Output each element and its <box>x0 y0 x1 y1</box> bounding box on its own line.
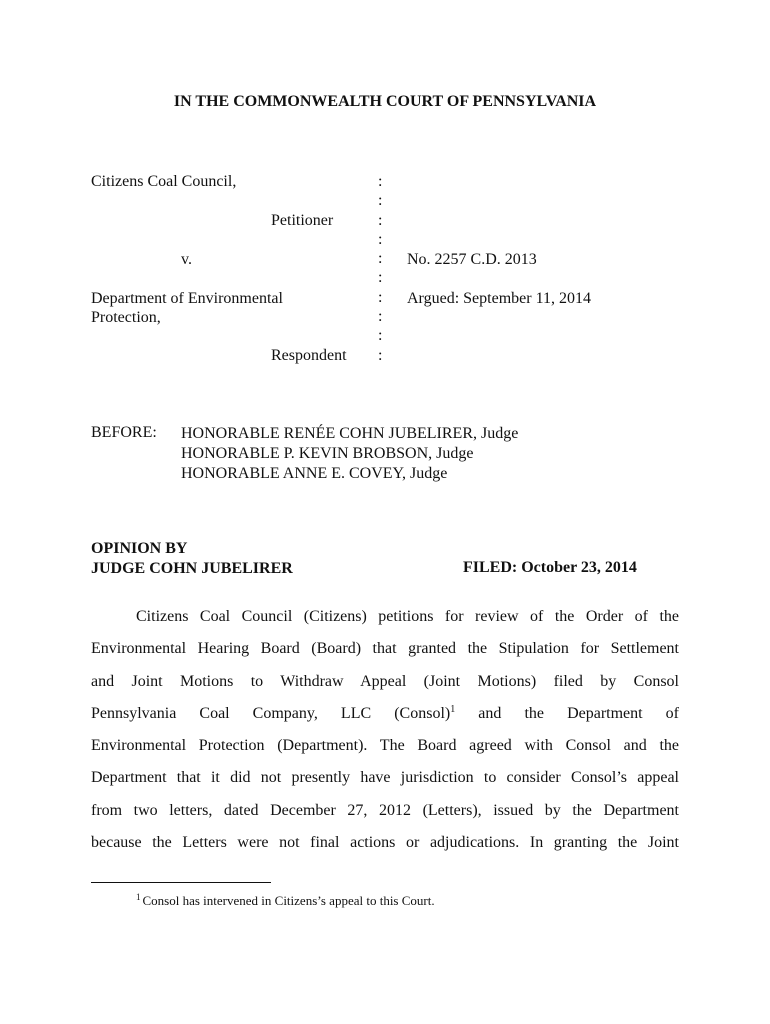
versus: v. <box>181 251 192 268</box>
footnote-divider <box>91 882 271 883</box>
opinion-line1: OPINION BY <box>91 540 188 557</box>
before-label: BEFORE: <box>91 424 157 441</box>
court-title: IN THE COMMONWEALTH COURT OF PENNSYLVANIA <box>173 93 597 110</box>
filed-date: FILED: October 23, 2014 <box>463 559 637 576</box>
respondent-role: Respondent <box>271 347 347 364</box>
body-line: Citizens Coal Council (Citizens) petitions for review of the Order of the <box>136 608 679 625</box>
caption-colon-column: : : : : : : : : : : <box>378 173 383 364</box>
body-line-text: Pennsylvania Coal Company, LLC (Consol) <box>91 704 451 722</box>
argued-date: Argued: September 11, 2014 <box>407 290 591 307</box>
docket-number: No. 2257 C.D. 2013 <box>407 251 537 268</box>
footnote <box>136 893 435 909</box>
body-line: Department that it did not presently have jurisdiction to consider Consol’s appeal <box>91 769 679 787</box>
body-line-text: and the Department of <box>455 704 679 722</box>
body-line: Environmental Hearing Board (Board) that granted the Stipulation for Settlement <box>91 640 679 658</box>
respondent-name-line2: Protection, <box>91 309 161 326</box>
opinion-body-paragraph <box>91 601 679 859</box>
body-line: and Joint Motions to Withdraw Appeal (Joint Motions) filed by Consol <box>91 672 679 690</box>
judge-line: HONORABLE RENÉE COHN JUBELIRER, Judge <box>181 425 519 442</box>
footnote-reference[interactable]: 1 <box>450 703 456 715</box>
respondent-name-line1: Department of Environmental <box>91 290 283 307</box>
judge-line: HONORABLE P. KEVIN BROBSON, Judge <box>181 445 474 462</box>
opinion-author: JUDGE COHN JUBELIRER <box>91 560 293 577</box>
body-line: from two letters, dated December 27, 2012 (Letters), issued by the Department <box>91 801 679 819</box>
footnote-text: Consol has intervened in Citizens’s appeal to this Court. <box>142 893 435 908</box>
judges-list <box>181 424 518 484</box>
judge-line: HONORABLE ANNE E. COVEY, Judge <box>181 465 448 482</box>
petitioner-name: Citizens Coal Council, <box>91 173 237 190</box>
body-line: because the Letters were not final actions or adjudications. In granting the Joint <box>91 834 679 852</box>
body-line: Environmental Protection (Department). The Board agreed with Consol and the <box>91 737 679 755</box>
body-line <box>91 698 679 730</box>
footnote-marker: 1 <box>136 892 141 902</box>
opinion-by <box>91 539 293 579</box>
petitioner-role: Petitioner <box>271 212 334 229</box>
